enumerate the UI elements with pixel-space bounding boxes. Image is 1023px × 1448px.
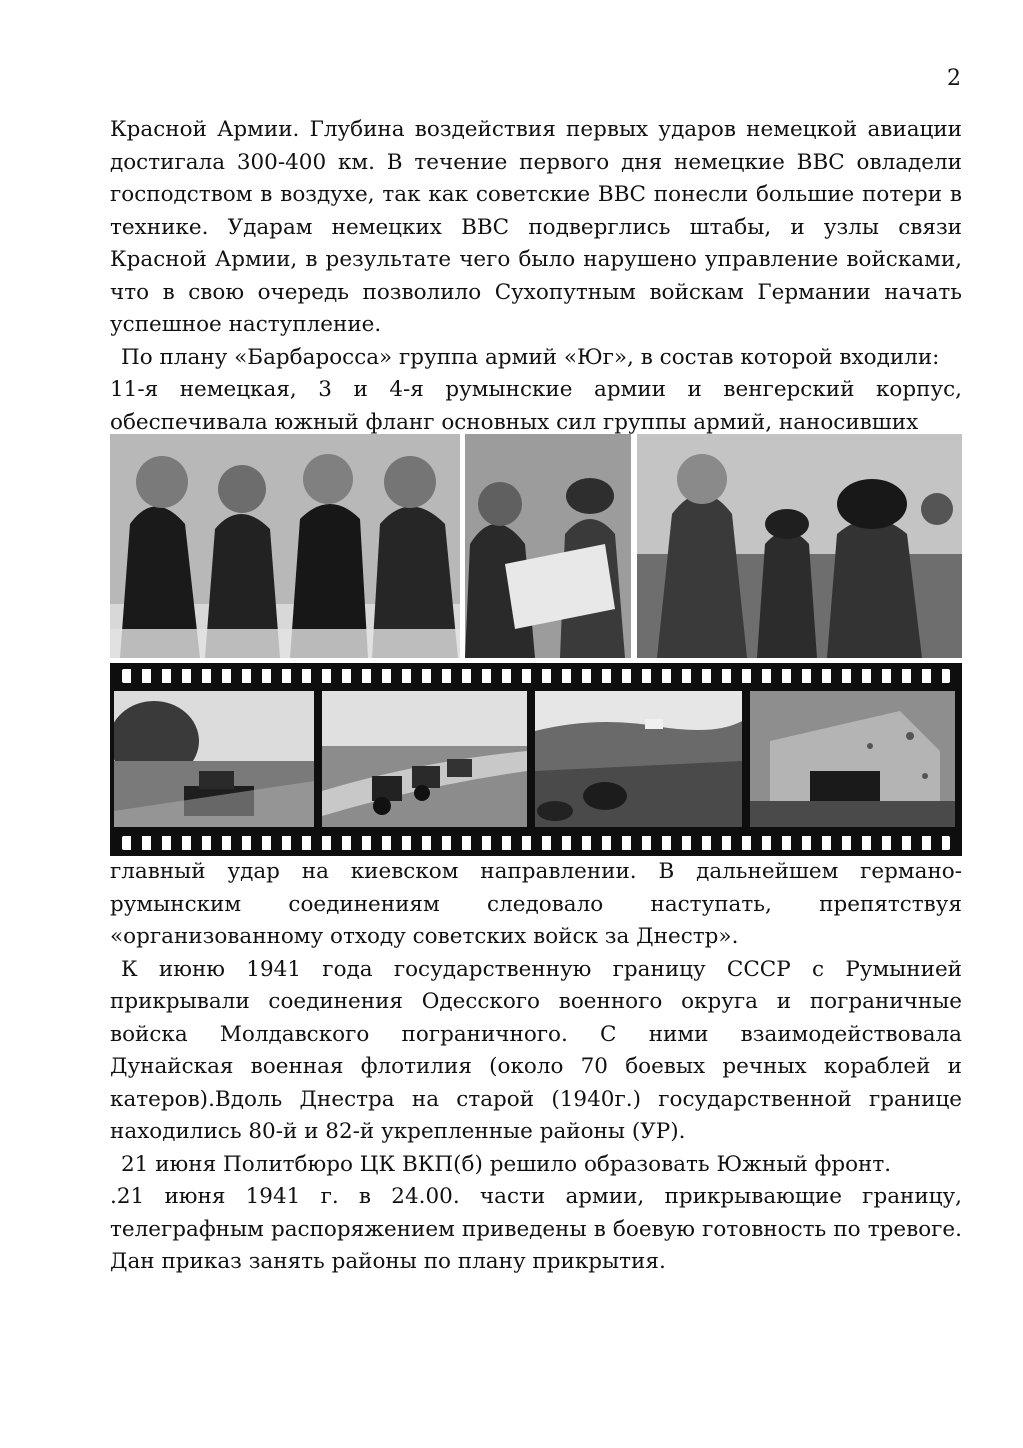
film-frame-field bbox=[535, 691, 742, 827]
film-sprockets-bottom bbox=[122, 836, 950, 850]
paragraph: 21 июня Политбюро ЦК ВКП(б) решило образовать Южный фронт. bbox=[121, 1151, 892, 1177]
page-number: 2 bbox=[947, 66, 961, 91]
film-frame-bunker bbox=[750, 691, 955, 827]
paragraph: К июню 1941 года государственную границу СССР с Румынией прикрывали соединения Одесского военного округа и пограничные войска Молдавского пограничного. С ними взаимодействовала Дунайская военная флотилия (около 70 боевых речных кораблей и катеров).Вдоль Днестра на старой (1940г.) государственной границе находились 80-й и 82-й укрепленные районы (УР). bbox=[110, 956, 962, 1144]
film-strip bbox=[110, 663, 962, 856]
paragraph: Красной Армии. Глубина воздействия первых ударов немецкой авиации достигала 300-400 км. В течение первого дня немецкие ВВС овладели господством в воздухе, так как советские ВВС понесли большие потери в технике. Ударам немецких ВВС подверглись штабы, и узлы связи Красной Армии, в результате чего было нарушено управление войсками, что в свою очередь позволило Сухопутным войскам Германии начать успешное наступление. bbox=[110, 117, 962, 337]
photo-generals-at-map bbox=[110, 434, 460, 658]
film-frame-motorcycles bbox=[322, 691, 527, 827]
paragraph: главный удар на киевском направлении. В дальнейшем германо-румынским соединениям следовало наступать, препятствуя «организованному отходу советских войск за Днестр». bbox=[110, 859, 962, 949]
photo-officers-with-map bbox=[465, 434, 631, 658]
paragraph: 11-я немецкая, 3 и 4-я румынские армии и венгерский корпус, обеспечивала южный фланг основных сил группы армий, наносивших bbox=[110, 377, 962, 435]
text-block-top bbox=[110, 114, 962, 439]
text-block-bottom bbox=[110, 856, 962, 1279]
photo-collage bbox=[110, 434, 962, 856]
photo-soldiers-in-helmets bbox=[637, 434, 962, 658]
paragraph: .21 июня 1941 г. в 24.00. части армии, прикрывающие границу, телеграфным распоряжением приведены в боевую готовность по тревоге. Дан приказ занять районы по плану прикрытия. bbox=[110, 1184, 962, 1274]
paragraph: По плану «Барбаросса» группа армий «Юг», в состав которой входили: bbox=[121, 344, 940, 370]
film-frame-tank bbox=[114, 691, 314, 827]
film-sprockets-top bbox=[122, 669, 950, 683]
